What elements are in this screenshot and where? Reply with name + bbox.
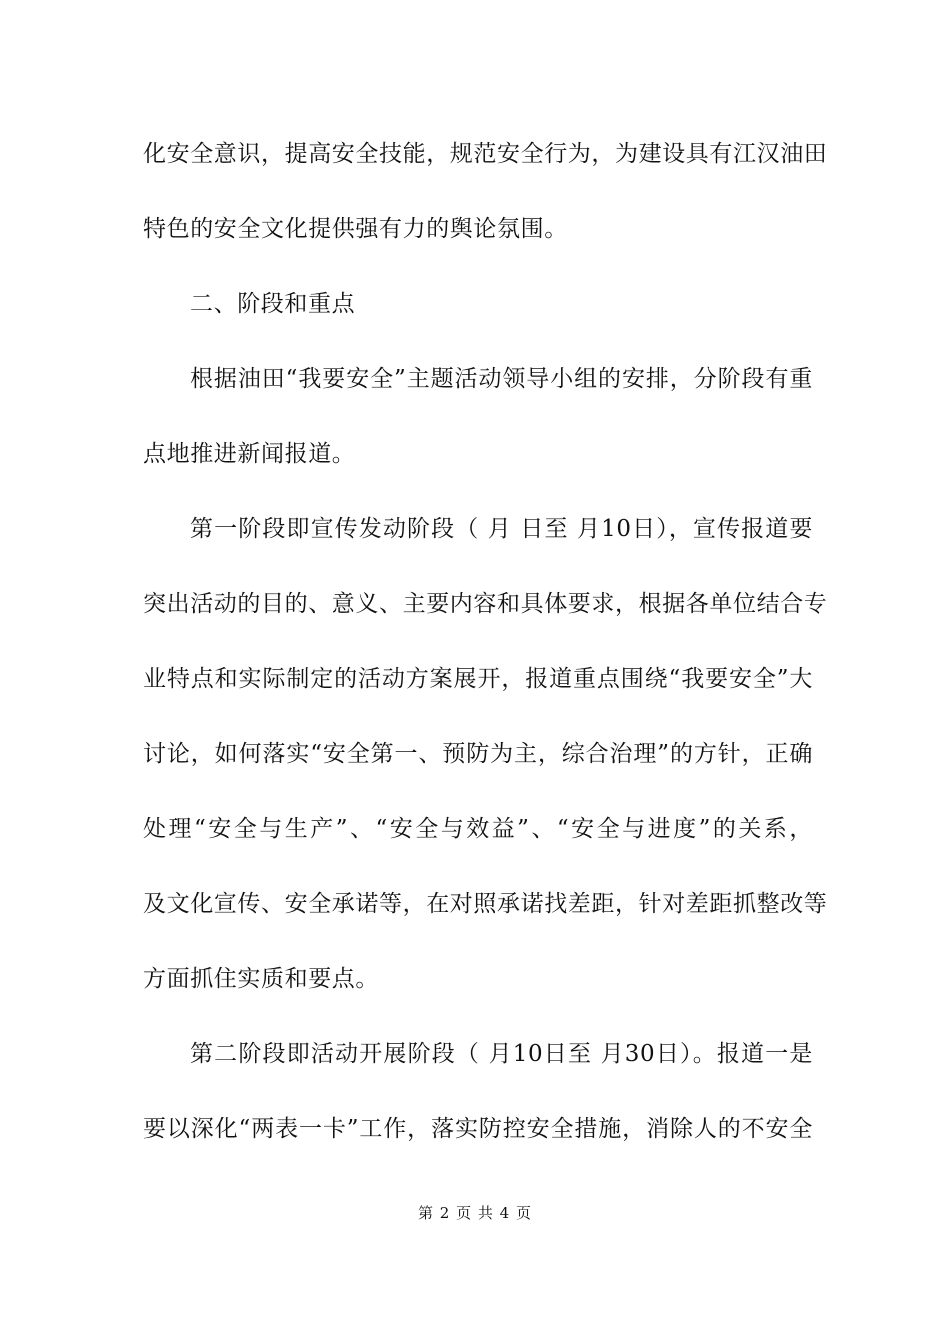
body-text-line: 业特点和实际制定的活动方案展开，报道重点围绕“我要安全”大 (143, 666, 813, 692)
section-heading: 二、阶段和重点 (190, 291, 356, 317)
body-text-line: 要以深化“两表一卡”工作，落实防控安全措施，消除人的不安全 (143, 1116, 813, 1142)
body-text-line: 及文化宣传、安全承诺等，在对照承诺找差距，针对差距抓整改等 (143, 891, 828, 917)
body-text-line: 化安全意识，提高安全技能，规范安全行为，为建设具有江汉油田 (143, 141, 828, 167)
body-text-line: 处理“安全与生产”、“安全与效益”、“安全与进度”的关系， (143, 816, 813, 842)
body-text-line: 方面抓住实质和要点。 (143, 966, 379, 992)
body-text-line: 讨论，如何落实“安全第一、预防为主，综合治理”的方针，正确 (143, 741, 813, 767)
body-text-line: 突出活动的目的、意义、主要内容和具体要求，根据各单位结合专 (143, 591, 828, 617)
body-text-line: 点地推进新闻报道。 (143, 441, 356, 467)
page-number-footer: 第 2 页 共 4 页 (418, 1204, 532, 1222)
body-text-line: 第一阶段即宣传发动阶段（ 月 日至 月10日），宣传报道要 (190, 516, 813, 542)
body-text-line: 第二阶段即活动开展阶段（ 月10日至 月30日）。报道一是 (190, 1041, 813, 1067)
body-text-line: 特色的安全文化提供强有力的舆论氛围。 (143, 216, 568, 242)
body-text-line: 根据油田“我要安全”主题活动领导小组的安排，分阶段有重 (190, 366, 813, 392)
